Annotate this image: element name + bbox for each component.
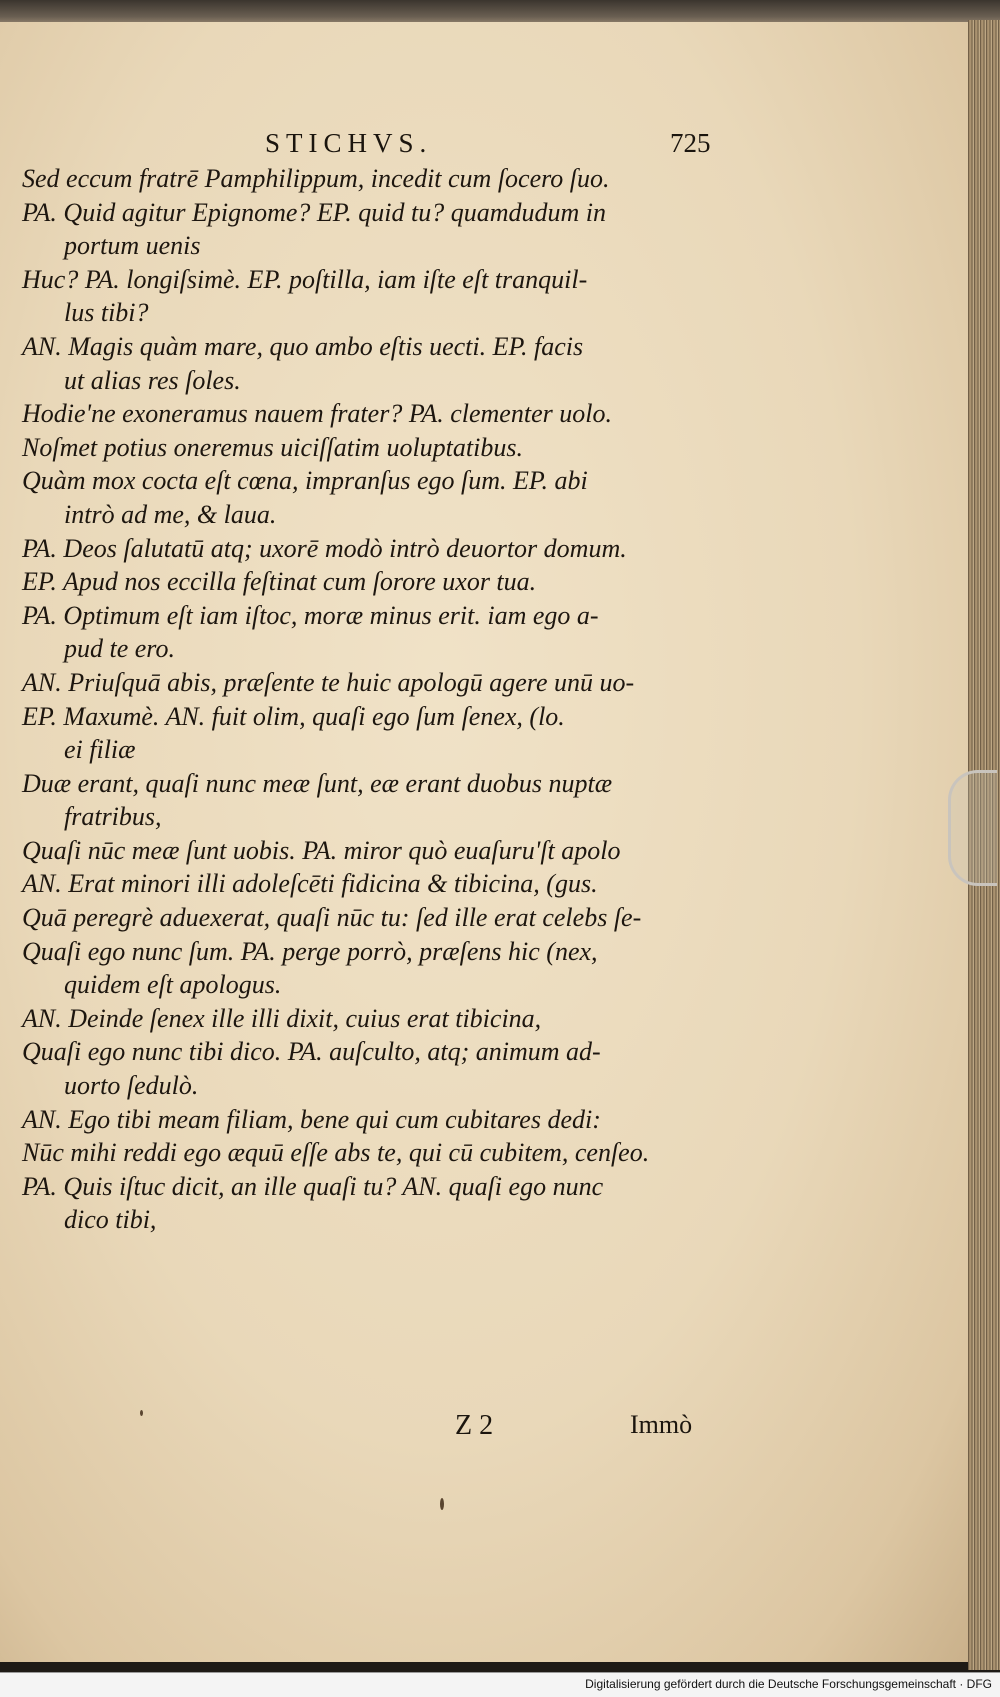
ink-speck <box>140 1410 143 1416</box>
text-line: AN. Priuſquā abis, præſente te huic apologū agere unū uo- <box>22 667 635 697</box>
catchword: Immò <box>630 1410 693 1439</box>
text-line: Duæ erant, quaſi nunc meæ ſunt, eæ erant duobus nuptæ <box>22 768 613 798</box>
text-line: Nūc mihi reddi ego æquū eſſe abs te, qui cū cubitem, cenſeo. <box>22 1138 650 1168</box>
text-line: portum uenis <box>64 231 201 261</box>
text-line: AN. Ego tibi meam filiam, bene qui cum cubitares dedi: <box>22 1104 601 1134</box>
text-line: Quaſi nūc meæ ſunt uobis. PA. miror quò euaſuru'ſt apolo <box>22 835 621 865</box>
text-line: Quā peregrè aduexerat, quaſi nūc tu: ſed ille erat celebs ſe- <box>22 903 642 933</box>
page-clip <box>948 770 997 886</box>
running-head: STICHVS. <box>265 128 433 158</box>
text-line: PA. Quis iſtuc dicit, an ille quaſi tu? AN. quaſi ego nunc <box>22 1171 604 1201</box>
text-line: AN. Deinde ſenex ille illi dixit, cuius erat tibicina, <box>22 1003 542 1033</box>
text-line: AN. Erat minori illi adoleſcēti fidicina & tibicina, (gus. <box>22 869 598 899</box>
text-line: PA. Deos ſalutatū atq; uxorē modò intrò deuortor domum. <box>22 533 627 563</box>
text-line: quidem eſt apologus. <box>64 970 282 1000</box>
text-line: pud te ero. <box>64 634 175 664</box>
text-line: Huc? PA. longiſsimè. EP. poſtilla, iam iſte eſt tranquil- <box>22 264 588 294</box>
text-line: Quaſi ego nunc tibi dico. PA. auſculto, atq; animum ad- <box>22 1037 601 1067</box>
text-line: fratribus, <box>64 802 162 832</box>
text-line: Noſmet potius oneremus uiciſſatim uoluptatibus. <box>22 432 523 462</box>
text-line: Hodie'ne exoneramus nauem frater? PA. clementer uolo. <box>22 399 612 429</box>
text-line: EP. Apud nos eccilla feſtinat cum ſorore uxor tua. <box>22 567 537 597</box>
signature-mark: Z 2 <box>455 1410 494 1441</box>
page-number: 725 <box>670 128 711 158</box>
text-line: Quaſi ego nunc ſum. PA. perge porrò, præſens hic (nex, <box>22 936 598 966</box>
text-line: intrò ad me, & laua. <box>64 499 277 529</box>
text-line: Quàm mox cocta eſt cœna, impranſus ego ſum. EP. abi <box>22 466 588 496</box>
text-line: ei filiæ <box>64 735 136 765</box>
ink-speck <box>440 1498 444 1510</box>
footer-bar <box>0 1672 1000 1697</box>
text-line: Sed eccum fratrē Pamphilippum, incedit cum ſocero ſuo. <box>22 164 610 193</box>
text-block <box>22 162 727 1237</box>
text-line: PA. Optimum eſt iam iſtoc, moræ minus erit. iam ego a- <box>22 600 599 630</box>
text-line: dico tibi, <box>64 1205 157 1235</box>
text-line: lus tibi? <box>64 298 149 328</box>
funding-credit: Digitalisierung gefördert durch die Deutsche Forschungsgemeinschaft · DFG <box>585 1677 992 1691</box>
text-line: EP. Maxumè. AN. fuit olim, quaſi ego ſum ſenex, (lo. <box>22 701 565 731</box>
text-line: AN. Magis quàm mare, quo ambo eſtis uecti. EP. facis <box>22 331 584 361</box>
text-line: uorto ſedulò. <box>64 1071 199 1101</box>
text-line: PA. Quid agitur Epignome? EP. quid tu? quamdudum in <box>22 197 607 227</box>
text-line: ut alias res ſoles. <box>64 365 241 395</box>
